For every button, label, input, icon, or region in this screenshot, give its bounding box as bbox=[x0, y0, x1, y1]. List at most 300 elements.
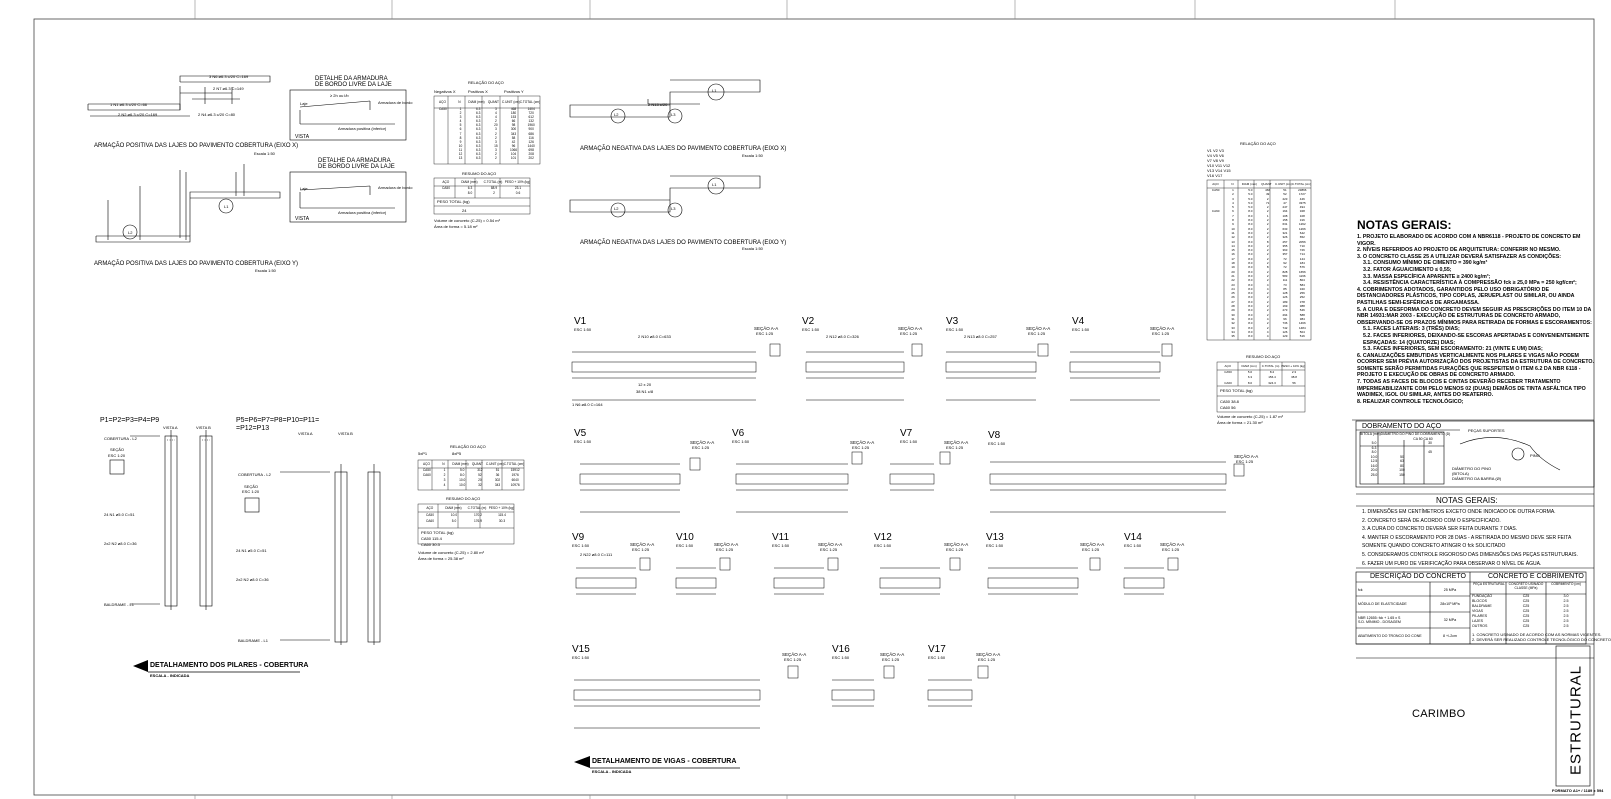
beams-steel-cell: AÇO bbox=[1212, 182, 1219, 186]
concrete-right-cell: C25 bbox=[1522, 619, 1530, 623]
pillar-steel-cell: 302 bbox=[494, 478, 501, 482]
pillar-summary-cell: DIAM (mm) bbox=[445, 506, 462, 510]
pillar-steel-group-1: 5xP1 bbox=[418, 451, 428, 456]
beams-steel-cell: 584 bbox=[1299, 282, 1305, 287]
concrete-title-right: CONCRETO E COBRIMENTO bbox=[1488, 573, 1584, 580]
slab-steel-title: RELAÇÃO DO AÇO bbox=[468, 80, 504, 85]
beams-steel-cell: 92 bbox=[1283, 261, 1287, 266]
beams-steel-cell: 2 bbox=[1266, 252, 1269, 257]
beams-steel-cell: 340 bbox=[1299, 286, 1305, 291]
beams-steel-cell: 111 bbox=[1282, 278, 1288, 283]
beams-steel-cell: 8.0 bbox=[1248, 299, 1253, 304]
beams-steel-cell: 5.0 bbox=[1248, 200, 1253, 205]
note2-item: 4. MANTER O ESCORAMENTO POR 28 DIAS - A RETIRADA DO MESMO DEVE SER FEITA SOMENTE QUANDO CONCRETO ATINGIR O fck SOLICITADO bbox=[1362, 534, 1572, 550]
slab-steel-forma: Área de forma = 5.18 m² bbox=[434, 224, 478, 229]
slab-steel-cell: 6.3 bbox=[475, 127, 481, 132]
beams-steel-cell: 8.0 bbox=[1248, 286, 1253, 291]
beam-name-v9: V9 bbox=[572, 532, 585, 543]
beams-steel-cell: 5 bbox=[1232, 205, 1234, 210]
slab-steel-cell: 153 bbox=[510, 115, 517, 120]
beam-section-scale-v10: ESC 1:25 bbox=[716, 547, 734, 552]
beams-steel-title: RELAÇÃO DO AÇO bbox=[1240, 141, 1276, 146]
beams-steel-cell: 85 bbox=[1283, 286, 1287, 291]
beams-steel-cell: 144 bbox=[1299, 256, 1305, 261]
beam-name-v2: V2 bbox=[802, 316, 815, 327]
slab-steel-cell: CA50 bbox=[438, 107, 447, 111]
beams-steel-cell: 49 bbox=[1265, 192, 1270, 197]
pillar-steel-summary-title: RESUMO DO AÇO bbox=[446, 496, 481, 501]
beam-scale-v11: ESC 1:50 bbox=[772, 543, 790, 548]
beams-steel-cell: C.UNIT (cm) bbox=[1274, 182, 1292, 186]
beams-steel-cell: N bbox=[1231, 182, 1234, 186]
pillar-summary-cell: C.TOTAL (m) bbox=[467, 506, 487, 510]
pillar-summary-row bbox=[418, 518, 514, 524]
beam-scale-v9: ESC 1:50 bbox=[572, 543, 590, 548]
pillar2-secao: SEÇÃO bbox=[244, 484, 259, 489]
concrete-right-cell: BLOCOS bbox=[1472, 599, 1487, 603]
bending-cell: 100 bbox=[1399, 468, 1405, 472]
concrete-right-header-cell: PEÇA ESTRUTURAL bbox=[1473, 582, 1505, 586]
beams-steel-cell: 546 bbox=[1299, 308, 1305, 313]
beams-steel-cell: 2 bbox=[1266, 230, 1269, 235]
pillar-steel-cell: 10.0 bbox=[459, 483, 466, 487]
beam-section-title-v8: SEÇÃO A-A bbox=[1234, 454, 1259, 459]
slab-steel-cell: 2 bbox=[494, 156, 497, 161]
concrete-right-cell: C25 bbox=[1522, 599, 1530, 603]
beam-name-v12: V12 bbox=[874, 532, 892, 543]
bending-cell: 30 bbox=[1428, 441, 1432, 445]
slab-steel-rows bbox=[434, 97, 540, 160]
pillar-steel-cell: 20 bbox=[478, 478, 482, 482]
beams-steel-cell: 8 bbox=[1266, 265, 1269, 270]
beams-steel-cell: 247 bbox=[1282, 205, 1288, 210]
beams-steel-cell: 576 bbox=[1299, 265, 1305, 270]
pillar-summary-cell: 170.2 bbox=[474, 513, 482, 517]
slab-steel-cell: 132 bbox=[528, 119, 534, 124]
concrete-right-header bbox=[1472, 583, 1586, 594]
beams-steel-cell: 8.0 bbox=[1248, 329, 1253, 334]
slab-steel-cell: 6.3 bbox=[475, 156, 481, 161]
beams-steel-cell: 17 bbox=[1231, 256, 1235, 261]
concrete-right-cell: OUTROS bbox=[1472, 624, 1488, 628]
beams-steel-cell: 13 bbox=[1231, 239, 1235, 244]
pillar-steel-forma: Área de forma = 25.38 m² bbox=[418, 556, 464, 561]
beams-steel-cell: 642 bbox=[1299, 230, 1305, 235]
beams-steel-cell: 388 bbox=[1299, 304, 1305, 309]
beams-steel-peso-2: CA60 56 bbox=[1220, 405, 1236, 410]
beams-steel-rows bbox=[1207, 181, 1311, 338]
beams-steel-cell: 5.0 bbox=[1248, 188, 1253, 192]
pillar-steel-cell: 312 bbox=[477, 468, 483, 472]
bending-cell: 16.0 bbox=[1370, 463, 1378, 468]
slab-steel-group-2: Positivos X bbox=[468, 89, 488, 94]
beams-steel-cell: 12 bbox=[1231, 235, 1235, 240]
note-item: 3.3. MASSA ESPECÍFICA APARENTE ≥ 2400 kg/m³; bbox=[1363, 273, 1491, 280]
pillar-steel-cell: 15912 bbox=[510, 468, 520, 472]
beam-section-scale-v12: ESC 1:25 bbox=[946, 547, 964, 552]
slab-neg-y-scale: Escala 1:50 bbox=[742, 246, 763, 251]
beam-section-scale-v7: ESC 1:25 bbox=[946, 445, 964, 450]
edge-detail-2-title2: DE BORDO LIVRE DA LAJE bbox=[318, 164, 395, 170]
beams-steel-cell: 4 bbox=[1232, 200, 1234, 205]
beams-steel-cell: 8.0 bbox=[1248, 291, 1253, 296]
beams-steel-cell: 25 bbox=[1231, 291, 1235, 296]
pillar-steel-rows bbox=[418, 461, 524, 488]
beam-scale-v12: ESC 1:50 bbox=[874, 543, 892, 548]
neg-x-bar: 2 N13 c/20 bbox=[648, 102, 668, 107]
concrete-left-row bbox=[1358, 612, 1470, 628]
pillars-title-flag bbox=[133, 660, 148, 672]
pillars-subtitle: ESCALA - INDICADA bbox=[150, 673, 190, 678]
slab-steel-cell: 6.3 bbox=[475, 107, 481, 111]
pillar-steel-cell: CA50 bbox=[422, 468, 431, 472]
edge-detail-1-positiva: Armadura positiva (inferior) bbox=[338, 126, 387, 131]
bending-cell: 150 bbox=[1399, 472, 1405, 477]
beam-section-title-v5: SEÇÃO A-A bbox=[690, 440, 715, 445]
slab-steel-cell: 4 bbox=[494, 111, 497, 116]
slab-steel-cell: 1 bbox=[459, 107, 462, 111]
concrete-left-value: 8 +/-2cm bbox=[1442, 634, 1458, 638]
beams-steel-cell: 23866 bbox=[1298, 188, 1307, 192]
beam-scale-v17: ESC 1:50 bbox=[928, 655, 946, 660]
beam-scale-v8: ESC 1:50 bbox=[988, 441, 1006, 446]
slab-steel-cell: 66 bbox=[511, 119, 516, 124]
beams-steel-forma: Área de forma = 21.30 m² bbox=[1217, 420, 1263, 425]
beams-steel-cell: 357 bbox=[1282, 252, 1288, 257]
concrete-title-left: DESCRIÇÃO DO CONCRETO bbox=[1370, 573, 1466, 580]
pillar2-bar-1: 24 N1 ø5.0 C=51 bbox=[236, 548, 267, 553]
bending-lbl-bitola: (BITOLA) bbox=[1452, 471, 1469, 476]
concrete-right-cell: 3.0 bbox=[1563, 594, 1569, 598]
beams-steel-cell: 8 bbox=[1232, 218, 1234, 223]
note-item: 7. TODAS AS FACES DE BLOCOS E CINTAS DEVERÃO RECEBER TRATAMENTO IMPERMEABILIZANTE COM PELO MENOS 02 (DUAS) DEMÃOS DE TINTA ASFÁLTICA TIPO WADIMEX, IGOL OU SIMILAR, ANTES DO REATERRO. bbox=[1357, 379, 1586, 399]
beams-steel-cell: 18 bbox=[1231, 261, 1235, 266]
slab-steel-cell: 612 bbox=[528, 115, 534, 120]
pillar-steel-cell: 10.0 bbox=[459, 478, 466, 482]
beams-steel-cell: 128 bbox=[1282, 291, 1288, 296]
beams-steel-group: V7 V8 V9 bbox=[1207, 158, 1224, 163]
note-item: 3. O CONCRETO CLASSE 25 A UTILIZAR DEVERÁ SATISFAZER AS CONDIÇÕES: bbox=[1357, 253, 1562, 260]
note2-item: 2. CONCRETO SERÁ DE ACORDO COM O ESPECIFICADO. bbox=[1362, 517, 1501, 524]
slab-steel-volume: Volume de concreto (C-25) = 0.54 m³ bbox=[434, 218, 500, 223]
pillar-steel-cell: 10976 bbox=[510, 483, 520, 487]
beams-steel-cell: 16 bbox=[1231, 252, 1235, 257]
beams-steel-cell: DIAM (mm) bbox=[1241, 182, 1258, 186]
slab-steel-cell: 3 bbox=[494, 139, 497, 144]
beams-summary-cell: DIAM (mm) bbox=[1241, 364, 1257, 368]
beam-section-scale-v2: ESC 1:25 bbox=[900, 331, 918, 336]
slab-steel-cell bbox=[434, 156, 452, 160]
beam-section-title-v14: SEÇÃO A-A bbox=[1160, 542, 1185, 547]
bar-label-5: 2 N4 ø6.3 c/20 C=80 bbox=[198, 112, 236, 117]
beams-steel-cell: 726 bbox=[1299, 248, 1305, 253]
beams-steel-cell: 2 bbox=[1266, 205, 1269, 210]
beams-steel-cell: 7 bbox=[1232, 213, 1234, 218]
pillar1-bar-2: 2x2 N2 ø8.0 C=36 bbox=[104, 541, 137, 546]
bending-cell: 63 bbox=[1400, 459, 1404, 463]
beams-steel-cell: 32 bbox=[1231, 321, 1235, 326]
beams-steel-cell: 1484 bbox=[1298, 325, 1306, 330]
slab-steel-cell: 42 bbox=[511, 139, 516, 144]
pillar-summary-cell: 10.0 bbox=[450, 513, 458, 517]
note-item: 5.2. FACES INFERIORES, DEIXANDO-SE ESCORAS APERTADAS E CONVENIENTEMENTE ESPAÇADAS: 14 (QUATORZE) DIAS; bbox=[1363, 332, 1590, 346]
beams-steel-cell: 714 bbox=[1299, 252, 1305, 257]
beam-scale-v2: ESC 1:50 bbox=[802, 327, 820, 332]
notes-list bbox=[1357, 234, 1597, 405]
bar-label-2: 2 N7 ø6.3 C=149 bbox=[213, 86, 244, 91]
beams-steel-cell: 2 bbox=[1266, 226, 1269, 231]
beams-summary-cell: 6.3 bbox=[1247, 375, 1253, 380]
pillar-steel-peso-label: PESO TOTAL (kg) bbox=[421, 530, 454, 535]
slab-pos-y-scale: Escala 1:50 bbox=[255, 268, 276, 273]
slab-steel-cell: DIAM (mm) bbox=[468, 100, 485, 104]
beams-steel-cell: 2 bbox=[1266, 304, 1269, 309]
slab-steel-peso-value: 24 bbox=[462, 208, 467, 213]
slab-steel-cell: 101 bbox=[510, 156, 517, 161]
beam-section-scale-v4: ESC 1:25 bbox=[1152, 331, 1170, 336]
slab-steel-cell: AÇO bbox=[439, 100, 446, 104]
beam-section-scale-v15: ESC 1:25 bbox=[784, 657, 802, 662]
pillar-steel-row bbox=[418, 483, 524, 488]
concrete-right-cell: C25 bbox=[1522, 594, 1530, 598]
pillar-steel-group-2: 8xP5 bbox=[452, 451, 462, 456]
beams-steel-groups bbox=[1207, 148, 1231, 178]
pillar-steel-cell: C.TOTAL (cm) bbox=[503, 462, 525, 466]
beams-steel-header bbox=[1207, 181, 1311, 188]
beams-steel-cell: 29 bbox=[1231, 308, 1235, 313]
concrete-right-cell: 2.5 bbox=[1563, 614, 1569, 618]
beams-steel-cell: 2 bbox=[1266, 256, 1269, 261]
beam-scale-v10: ESC 1:50 bbox=[676, 543, 694, 548]
slab-steel-cell: 1960 bbox=[527, 123, 535, 128]
slab-steel-cell: 2 bbox=[494, 119, 497, 124]
beams-steel-cell: 108 bbox=[1282, 213, 1288, 218]
beams-steel-cell: 316 bbox=[1299, 218, 1305, 223]
bending-lbl-pino: PINO bbox=[1530, 453, 1540, 458]
beams-steel-cell: 363 bbox=[1282, 248, 1288, 253]
slab-steel-cell: 2 bbox=[459, 111, 462, 116]
pillar-steel-cell: N bbox=[442, 462, 445, 466]
beam-name-v14: V14 bbox=[1124, 532, 1142, 543]
pillar-steel-cell: 6040 bbox=[511, 478, 519, 482]
beam-section-title-v17: SEÇÃO A-A bbox=[976, 652, 1001, 657]
slab-steel-summary bbox=[434, 179, 530, 196]
note2-item: 6. FAZER UM FURO DE VERIFICAÇÃO PARA OBSERVAR O NÍVEL DE ÁGUA. bbox=[1362, 560, 1542, 567]
beams-steel-cell: 8.0 bbox=[1248, 265, 1253, 270]
beams-steel-cell: 2 bbox=[1266, 308, 1269, 313]
pillar-steel-volume: Volume de concreto (C-25) = 2.80 m³ bbox=[418, 550, 484, 555]
concrete-right-cell: BALDRAME bbox=[1472, 604, 1492, 608]
beams-steel-cell: 28 bbox=[1231, 304, 1235, 309]
slab-steel-cell: 6.3 bbox=[475, 143, 481, 148]
note-item: 2. NÍVEIS REFERIDOS AO PROJETO DE ARQUITETURA: CONFERIR NO MESMO. bbox=[1357, 247, 1561, 254]
beams-steel-cell: 4 bbox=[1266, 334, 1269, 339]
beams-steel-cell: 9 bbox=[1232, 222, 1234, 227]
pillar2-vista-a: VISTA A bbox=[298, 431, 313, 436]
beam-section-title-v9: SEÇÃO A-A bbox=[630, 542, 655, 547]
beams-steel-cell: 8.0 bbox=[1248, 308, 1253, 313]
beams-steel-cell: 184 bbox=[1299, 261, 1305, 266]
concrete-right-cell: C25 bbox=[1522, 609, 1530, 613]
beams-steel-cell: 8.0 bbox=[1248, 230, 1253, 235]
slab-steel-cell: 3 bbox=[494, 147, 497, 152]
beams-steel-cell: CA60 bbox=[1211, 209, 1220, 214]
slab-steel-cell: 2 bbox=[494, 131, 497, 136]
slab-steel-row bbox=[434, 156, 540, 160]
beam-bar-sample-2: 2 N12 ø8.0 C=326 bbox=[826, 334, 859, 339]
beam-bar-sample-5: 38 N1 c/8 bbox=[636, 389, 654, 394]
notes2-list bbox=[1362, 508, 1590, 568]
note-item: 6. CANALIZAÇÕES EMBUTIDAS VERTICALMENTE NOS PILARES E VIGAS NÃO PODEM OCORRER SEM PRÉVIA AUTORIZAÇÃO DOS PROJETISTAS DA ESTRUTURA DE CONCRETO. SOMENTE SERÃO PERMITIDAS FURAÇÕES QUE RESPEITEM O ITEM 6.2 DA NBR 6118 - PROJETO E EXECUÇÃO DE OBRAS DE CONCRETO ARMADO. bbox=[1357, 352, 1595, 379]
beam-section-title-v3: SEÇÃO A-A bbox=[1026, 326, 1051, 331]
beams-steel-cell: 652 bbox=[1299, 235, 1305, 240]
bending-cell: 20.0 bbox=[1370, 468, 1378, 472]
beams-steel-cell: 6 bbox=[1232, 209, 1234, 214]
beams-summary-row bbox=[1217, 381, 1305, 386]
note-item: 3.1. CONSUMO MÍNIMO DE CIMENTO = 390 kg/m³ bbox=[1363, 260, 1488, 267]
pillar1-cobertura: COBERTURA - L2 bbox=[104, 436, 137, 441]
beams-steel-cell: 1656 bbox=[1298, 269, 1306, 274]
beams-steel-cell: 8.0 bbox=[1248, 248, 1253, 253]
beam-name-v7: V7 bbox=[900, 428, 913, 439]
neg-y-slab-l2: L2 bbox=[614, 206, 619, 211]
pillar-steel-cell: 51 bbox=[495, 468, 500, 472]
beams-steel-cell: 223 bbox=[1282, 196, 1288, 201]
beams-steel-cell: 2 bbox=[1266, 291, 1269, 296]
beam-scale-v6: ESC 1:50 bbox=[732, 439, 750, 444]
slab-steel-cell: 7 bbox=[459, 131, 462, 136]
beams-steel-cell: 1 bbox=[1232, 188, 1234, 192]
pillar-summary-cell: PESO + 10% (kg) bbox=[488, 506, 514, 510]
concrete-right-cell: 2.5 bbox=[1563, 609, 1569, 613]
concrete-right-cell: 2.5 bbox=[1563, 599, 1569, 603]
slab-steel-cell: 208 bbox=[528, 152, 534, 157]
pillar1-vista-b: VISTA B bbox=[196, 425, 211, 430]
beams-steel-cell: 256 bbox=[1299, 291, 1305, 296]
slab-steel-cell: 3 bbox=[459, 115, 462, 120]
beams-steel-cell: 516 bbox=[1299, 334, 1305, 339]
slab-summary-cell: 23.1 bbox=[514, 186, 522, 190]
beam-scale-v16: ESC 1:50 bbox=[832, 655, 850, 660]
beam-section-scale-v16: ESC 1:25 bbox=[882, 657, 900, 662]
beams-steel-cell: 8.0 bbox=[1248, 243, 1253, 248]
beams-steel-cell: 3375 bbox=[1298, 200, 1306, 205]
beams-steel-cell: 8.0 bbox=[1248, 295, 1253, 300]
beams-summary-cell: 38.8 bbox=[1291, 375, 1297, 380]
pillar-steel-cell: 1976 bbox=[511, 473, 519, 477]
slab-steel-cell: 6.3 bbox=[475, 135, 481, 140]
bending-cell bbox=[1416, 473, 1444, 478]
pillar-steel-cell: 52 bbox=[478, 473, 482, 477]
beams-steel-cell: 33 bbox=[1231, 325, 1235, 330]
beams-steel-cell: 8.0 bbox=[1248, 252, 1253, 257]
beams-steel-cell: 2 bbox=[1266, 269, 1269, 274]
beams-steel-cell: 10 bbox=[1231, 226, 1235, 231]
bending-cell: DIÂMETRO DO PINO DE DOBRAMENTO (D) bbox=[1380, 432, 1451, 436]
estrutural-label: ESTRUTURAL bbox=[1567, 664, 1585, 776]
beam-section-title-v11: SEÇÃO A-A bbox=[818, 542, 843, 547]
slab-steel-cell: 202 bbox=[528, 156, 534, 161]
beams-steel-cell: 2 bbox=[1266, 312, 1269, 317]
slab-neg-y-caption: ARMAÇÃO NEGATIVA DAS LAJES DO PAVIMENTO COBERTURA (EIXO Y) bbox=[580, 240, 787, 246]
slab-pos-y-caption: ARMAÇÃO POSITIVA DAS LAJES DO PAVIMENTO COBERTURA (EIXO Y) bbox=[94, 261, 299, 267]
edge-detail-1-vista: VISTA bbox=[295, 134, 310, 140]
pillar2-secao-esc: ESC 1:20 bbox=[242, 489, 260, 494]
beams-steel-cell: 378 bbox=[1299, 299, 1305, 304]
slab-summary-cell: 2 bbox=[493, 191, 495, 195]
beams-steel-cell: 51 bbox=[1283, 188, 1287, 192]
slab-steel-header bbox=[434, 97, 540, 107]
bending-cell: 25.0 bbox=[1370, 472, 1378, 477]
bending-cell: CA 50 CA 60 bbox=[1413, 436, 1433, 441]
beams-steel-cell: 27 bbox=[1231, 299, 1235, 304]
beams-steel-cell: 8.0 bbox=[1248, 261, 1253, 266]
slab-steel-cell: 6.3 bbox=[475, 123, 481, 128]
pillar2-cobertura: COBERTURA - L2 bbox=[238, 472, 271, 477]
beam-section-title-v4: SEÇÃO A-A bbox=[1150, 326, 1175, 331]
slab-steel-cell: 2 bbox=[494, 135, 497, 140]
beam-section-title-v7: SEÇÃO A-A bbox=[944, 440, 969, 445]
beams-steel-group: V13 V14 V15 bbox=[1207, 168, 1231, 173]
beams-steel-cell: 8.0 bbox=[1248, 282, 1253, 287]
slab-steel-cell: 6.3 bbox=[475, 115, 481, 120]
slab-steel-cell: 6.3 bbox=[475, 152, 481, 157]
beams-steel-cell bbox=[1207, 334, 1224, 338]
beams-steel-cell: 5.0 bbox=[1248, 192, 1253, 197]
slab-pos-x-scale: Escala 1:50 bbox=[254, 151, 275, 156]
beams-steel-cell: 4 bbox=[1266, 286, 1269, 291]
beams-steel-cell: 8.0 bbox=[1248, 312, 1253, 317]
beam-section-title-v2: SEÇÃO A-A bbox=[898, 326, 923, 331]
beams-steel-cell: 108 bbox=[1299, 213, 1305, 218]
beam-section-scale-v9: ESC 1:25 bbox=[632, 547, 650, 552]
beams-steel-cell: 15 bbox=[1231, 248, 1235, 253]
beams-steel-cell: 494 bbox=[1299, 205, 1305, 210]
beam-section-scale-v13: ESC 1:25 bbox=[1082, 547, 1100, 552]
edge-detail-2-vista: VISTA bbox=[295, 216, 310, 222]
formato-label: FORMATO A1+ / 1189 x 594 bbox=[1552, 788, 1604, 793]
beam-name-v10: V10 bbox=[676, 532, 694, 543]
beams-steel-cell: 71 bbox=[1265, 200, 1270, 205]
beams-steel-summary-title: RESUMO DO AÇO bbox=[1246, 354, 1281, 359]
slab-steel-cell: 698 bbox=[528, 147, 534, 152]
bending-cell: 50 bbox=[1400, 454, 1404, 459]
slab-steel-cell: 6.3 bbox=[475, 111, 481, 116]
slab-steel-cell: 116 bbox=[528, 135, 534, 140]
beams-steel-cell: 8.0 bbox=[1248, 235, 1253, 240]
slab-steel-peso-label: PESO TOTAL (kg) bbox=[437, 199, 470, 204]
bending-cell: BITOLA (mm) bbox=[1360, 432, 1381, 436]
beams-steel-cell: 2 bbox=[1266, 235, 1269, 240]
beams-steel-cell: 583 bbox=[1282, 273, 1288, 278]
beams-summary-cell: 324.3 bbox=[1268, 380, 1276, 385]
edge-detail-2-positiva: Armadura positiva (inferior) bbox=[338, 210, 387, 215]
slab-pos-x-caption: ARMAÇÃO POSITIVA DAS LAJES DO PAVIMENTO COBERTURA (EIXO X) bbox=[94, 143, 299, 149]
beams-steel-cell: 2 bbox=[1266, 196, 1269, 201]
bending-cell: 5.0 bbox=[1371, 441, 1377, 445]
slab-steel-cell: 13 bbox=[458, 156, 463, 161]
pillar-steel-cell: QUANT bbox=[471, 462, 483, 466]
beams-summary-cell: 56 bbox=[1292, 380, 1296, 385]
note-item: 5.1. FACES LATERAIS: 3 (TRÊS) DIAS; bbox=[1363, 326, 1460, 333]
slab-summary-cell: AÇO bbox=[442, 180, 450, 184]
note-item: 3.4. RESISTÊNCIA CARACTERÍSTICA À COMPRESSÃO fck ≥ 25,0 MPa = 250 kgf/cm²; bbox=[1363, 280, 1577, 287]
concrete-right-cell: C25 bbox=[1522, 624, 1530, 628]
concrete-left bbox=[1358, 584, 1470, 644]
bending-cell: 6.3 bbox=[1371, 445, 1377, 450]
neg-x-slab-l2: L2 bbox=[614, 112, 619, 117]
note2-item: 3. A CURA DO CONCRETO DEVERÁ SER FEITA DURANTE 7 DIAS. bbox=[1362, 526, 1518, 533]
